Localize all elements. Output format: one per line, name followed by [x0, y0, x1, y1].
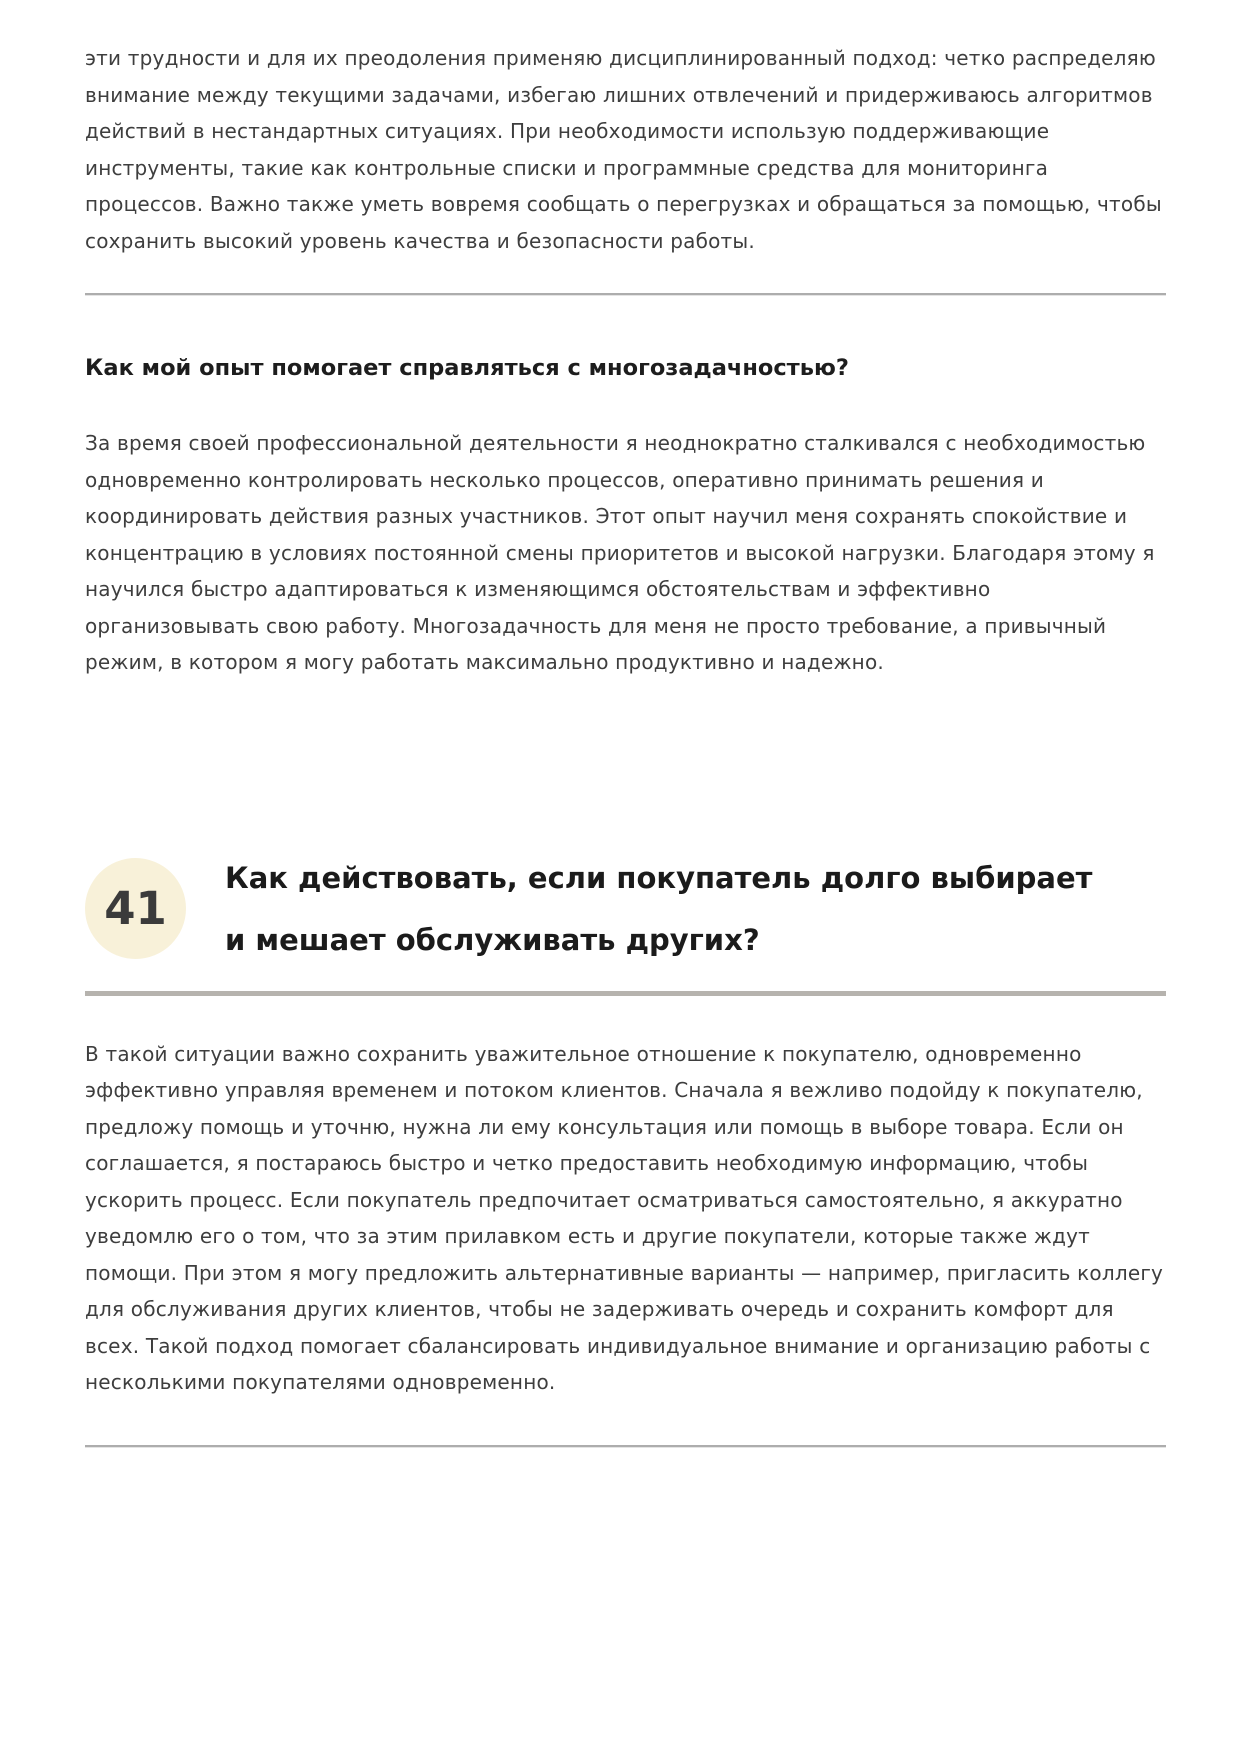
question-41-title-line-2: и мешает обслуживать других?: [225, 922, 760, 957]
question-41-title-line-1: Как действовать, если покупатель долго выбирает: [225, 860, 1093, 895]
section-divider: [85, 293, 1166, 295]
continuation-paragraph: эти трудности и для их преодоления применяю дисциплинированный подход: четко распределяю внимание между текущими задачами, избегаю лишних отвлечений и придерживаюсь алгоритмов действий в нестандартных ситуациях. При необходимости использую поддерживающие инструменты, такие как контрольные списки и программные средства для мониторинга процессов. Важно также уметь вовремя сообщать о перегрузках и обращаться за помощью, чтобы сохранить высокий уровень качества и безопасности работы.: [85, 46, 1162, 253]
question-number-badge: 41: [85, 858, 186, 959]
previous-question-answer: За время своей профессиональной деятельности я неоднократно сталкивался с необходимостью одновременно контролировать несколько процессов, оперативно принимать решения и координировать действия разных участников. Этот опыт научил меня сохранять спокойствие и концентрацию в условиях постоянной смены приоритетов и высокой нагрузки. Благодаря этому я научился быстро адаптироваться к изменяющимся обстоятельствам и эффективно организовывать свою работу. Многозадачность для меня не просто требование, а привычный режим, в котором я могу работать максимально продуктивно и надежно.: [85, 431, 1155, 674]
question-41-title: [225, 847, 1092, 971]
question-title-divider: [85, 991, 1166, 996]
previous-question-heading: Как мой опыт помогает справляться с многозадачностью?: [85, 355, 849, 381]
bottom-divider: [85, 1445, 1166, 1447]
question-41-answer: В такой ситуации важно сохранить уважительное отношение к покупателю, одновременно эффективно управляя временем и потоком клиентов. Сначала я вежливо подойду к покупателю, предложу помощь и уточню, нужна ли ему консультация или помощь в выборе товара. Если он соглашается, я постараюсь быстро и четко предоставить необходимую информацию, чтобы ускорить процесс. Если покупатель предпочитает осматриваться самостоятельно, я аккуратно уведомлю его о том, что за этим прилавком есть и другие покупатели, которые также ждут помощи. При этом я могу предложить альтернативные варианты — например, пригласить коллегу для обслуживания других клиентов, чтобы не задерживать очередь и сохранить комфорт для всех. Такой подход помогает сбалансировать индивидуальное внимание и организацию работы с несколькими покупателями одновременно.: [85, 1041, 1164, 1394]
question-41-header: [85, 847, 1166, 971]
